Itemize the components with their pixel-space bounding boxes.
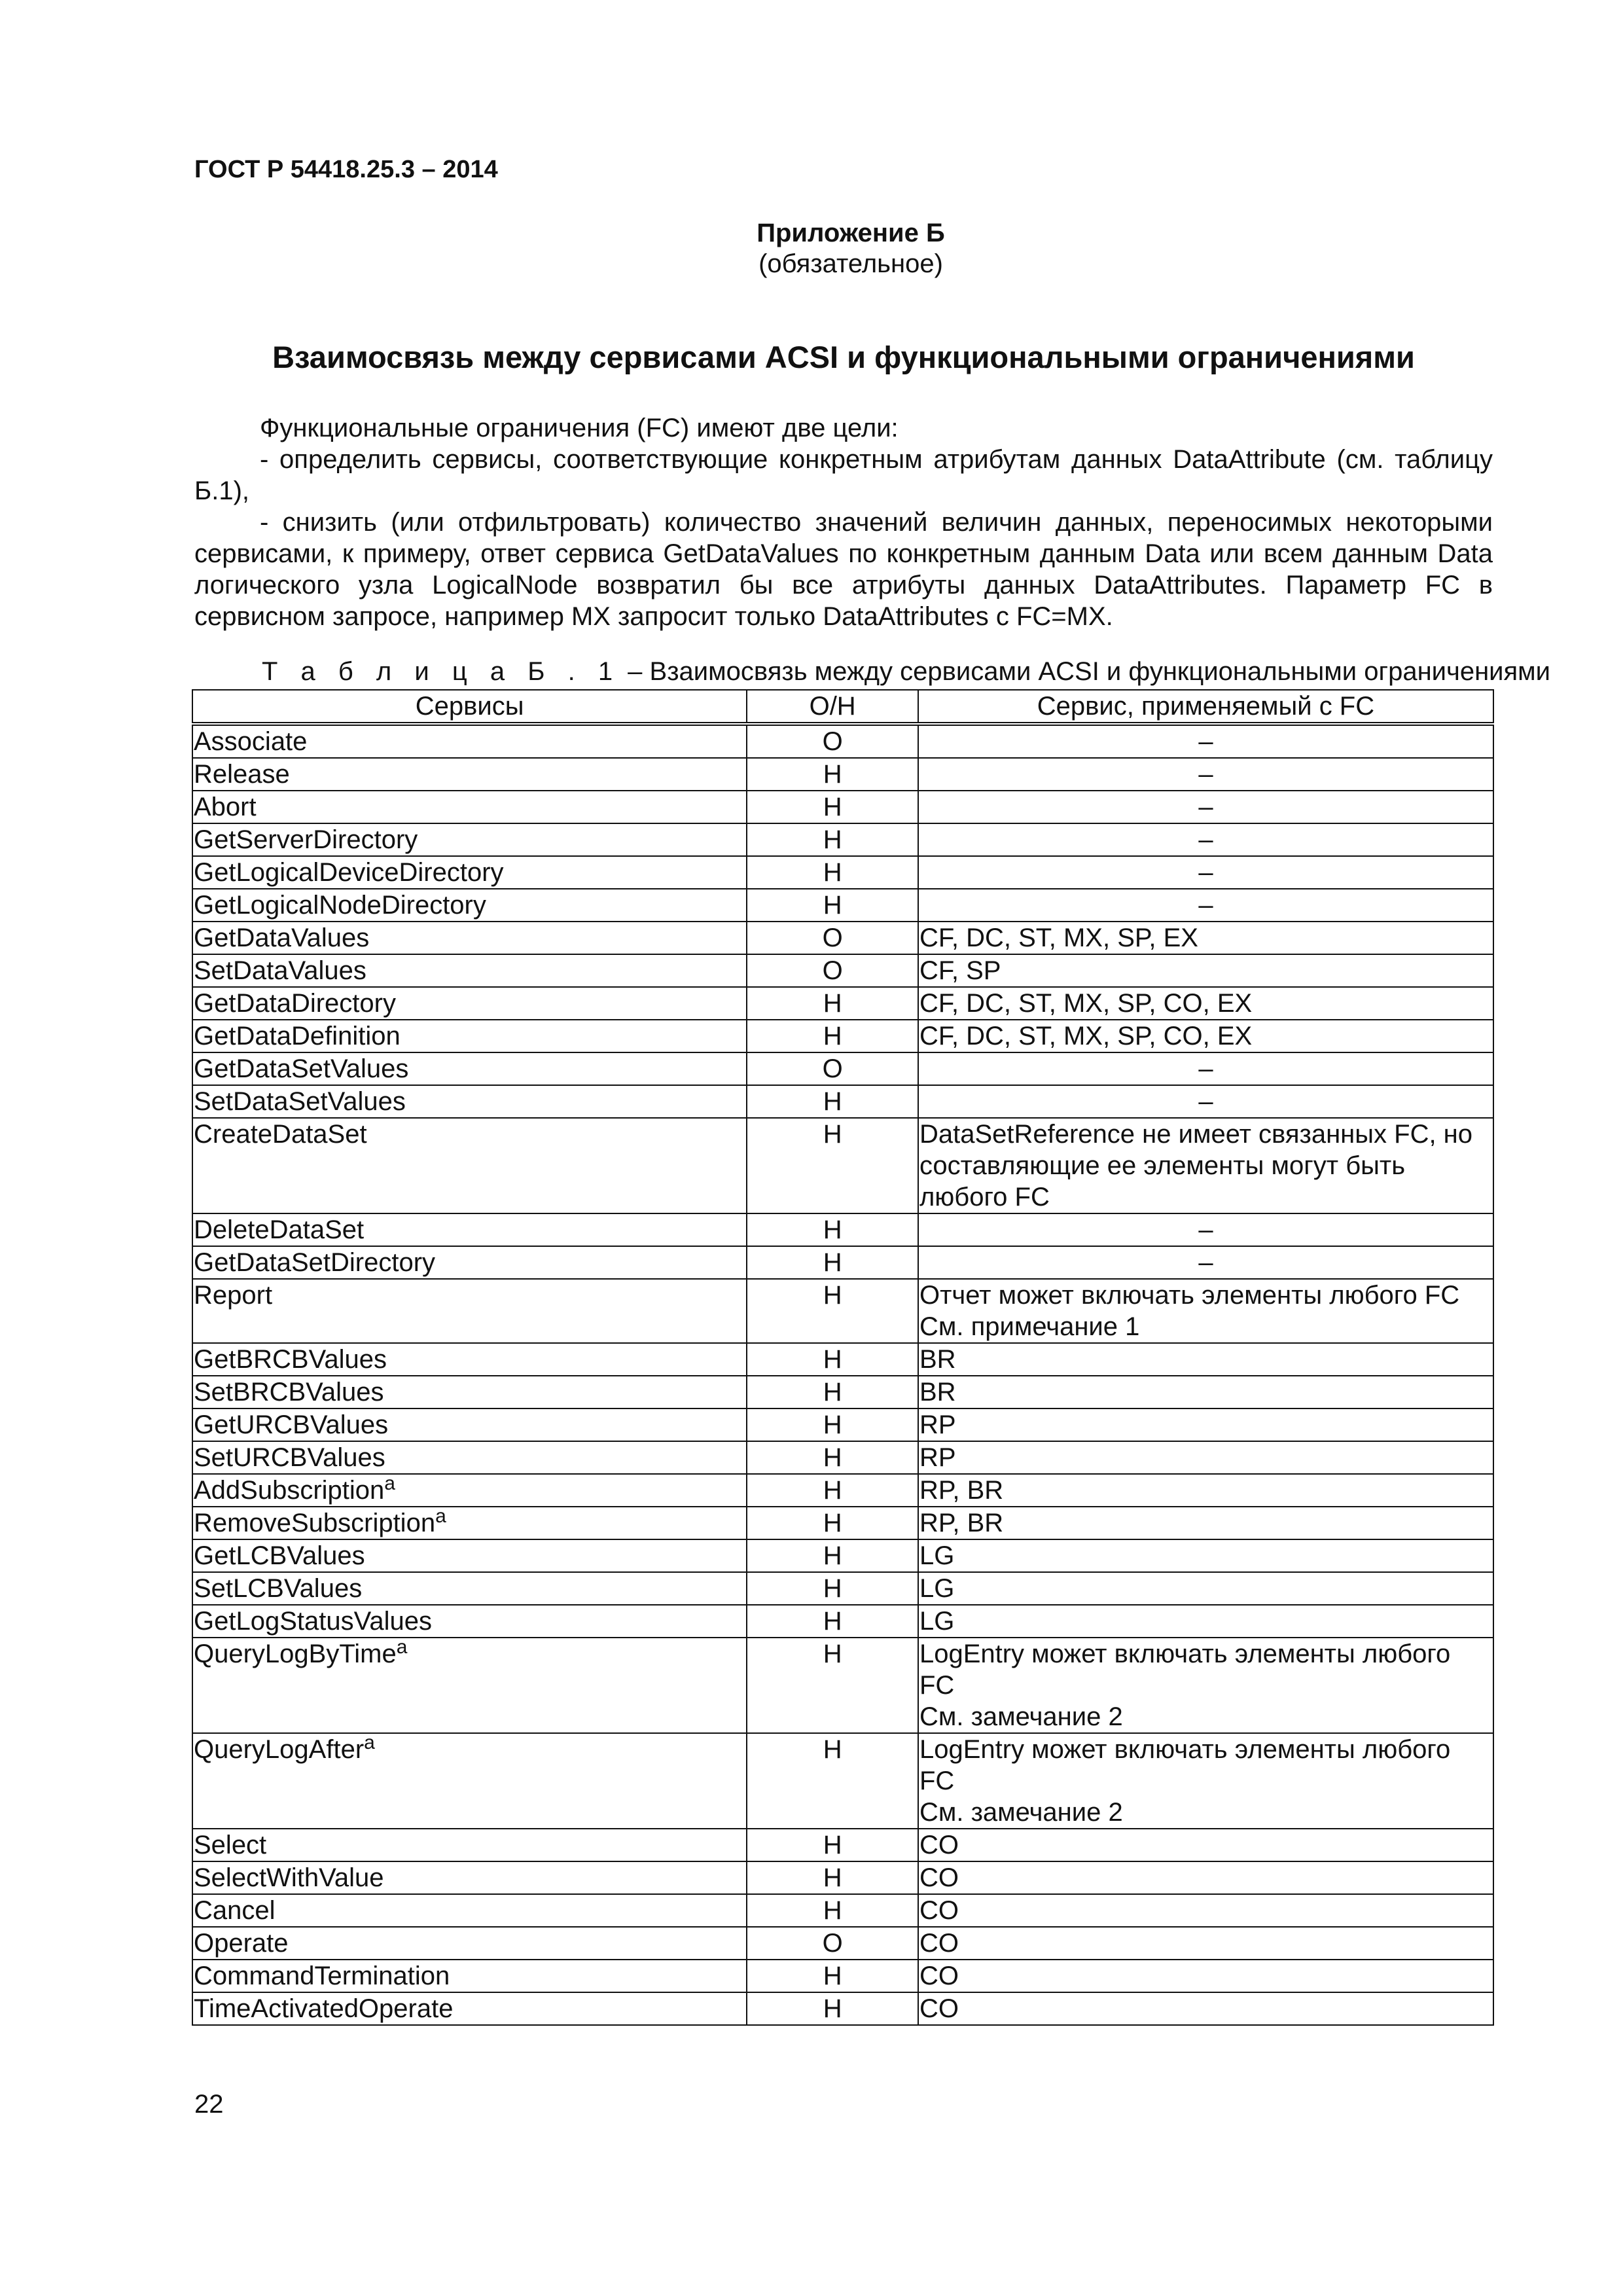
service-cell: [192, 1376, 747, 1408]
requirement-cell: Н: [747, 1507, 918, 1539]
service-name: Release: [194, 760, 290, 789]
table-row: [192, 823, 1493, 856]
service-cell: [192, 1020, 747, 1052]
table-row: [192, 1052, 1493, 1085]
table-row: [192, 856, 1493, 889]
service-name: GetDataDefinition: [194, 1022, 401, 1050]
service-cell: [192, 1894, 747, 1927]
footnote-mark: a: [384, 1473, 395, 1494]
table-row: [192, 1408, 1493, 1441]
service-cell: [192, 1960, 747, 1992]
table-row: [192, 1992, 1493, 2025]
fc-cell: –: [918, 724, 1493, 758]
table-row: [192, 1213, 1493, 1246]
service-name: GetLogicalDeviceDirectory: [194, 858, 504, 887]
requirement-cell: О: [747, 1927, 918, 1960]
fc-cell: CO: [918, 1861, 1493, 1894]
service-cell: [192, 1441, 747, 1474]
requirement-cell: О: [747, 954, 918, 987]
table-row: [192, 758, 1493, 791]
table-row: [192, 1927, 1493, 1960]
fc-cell: CO: [918, 1894, 1493, 1927]
requirement-cell: Н: [747, 1020, 918, 1052]
document-header: ГОСТ Р 54418.25.3 – 2014: [194, 156, 498, 183]
footnote-mark: a: [435, 1505, 446, 1527]
service-cell: [192, 1213, 747, 1246]
table-header-row: [192, 690, 1493, 724]
table-row: [192, 1960, 1493, 1992]
services-fc-table: [192, 689, 1494, 2026]
service-name: SetBRCBValues: [194, 1378, 384, 1407]
service-name: SetDataValues: [194, 956, 366, 985]
service-name: Associate: [194, 727, 308, 756]
fc-cell: –: [918, 856, 1493, 889]
service-name: QueryLogAfter: [194, 1735, 365, 1764]
service-cell: [192, 1052, 747, 1085]
paragraph: - определить сервисы, соответствующие конкретным атрибутам данных DataAttribute (см. таблицу Б.1),: [194, 445, 1493, 505]
service-cell: [192, 1539, 747, 1572]
paragraph: - снизить (или отфильтровать) количество значений величин данных, переносимых некоторыми сервисами, к примеру, ответ сервиса GetDataValues по конкретным данным Data или всем данным Data логического узла LogicalNode возвратил бы все атрибуты данных DataAttributes. Параметр FC в сервисном запросе, например MX запросит только DataAttributes с FC=MX.: [194, 508, 1493, 631]
table-row: [192, 724, 1493, 758]
requirement-cell: Н: [747, 1376, 918, 1408]
fc-cell: LG: [918, 1572, 1493, 1605]
appendix-subtitle: (обязательное): [758, 249, 943, 278]
table-row: [192, 1343, 1493, 1376]
service-cell: [192, 758, 747, 791]
requirement-cell: Н: [747, 1474, 918, 1507]
service-name: TimeActivatedOperate: [194, 1994, 454, 2023]
service-name: Abort: [194, 793, 257, 821]
requirement-cell: Н: [747, 1572, 918, 1605]
service-name: SetURCBValues: [194, 1443, 385, 1472]
table-row: [192, 1474, 1493, 1507]
footnote-mark: a: [396, 1636, 408, 1658]
requirement-cell: О: [747, 922, 918, 954]
footnote-mark: a: [364, 1732, 375, 1753]
requirement-cell: Н: [747, 1213, 918, 1246]
section-heading: Взаимосвязь между сервисами ACSI и функциональными ограничениями: [272, 340, 1415, 374]
fc-cell: –: [918, 1052, 1493, 1085]
requirement-cell: Н: [747, 1992, 918, 2025]
service-cell: [192, 1992, 747, 2025]
table-row: [192, 1733, 1493, 1829]
requirement-cell: Н: [747, 791, 918, 823]
table-row: [192, 1572, 1493, 1605]
table-row: [192, 1118, 1493, 1213]
requirement-cell: Н: [747, 1894, 918, 1927]
table-caption-text: – Взаимосвязь между сервисами ACSI и функциональными ограничениями: [620, 657, 1551, 686]
service-name: CreateDataSet: [194, 1120, 367, 1149]
requirement-cell: Н: [747, 1539, 918, 1572]
requirement-cell: Н: [747, 987, 918, 1020]
fc-cell: –: [918, 758, 1493, 791]
fc-cell: CF, DC, ST, MX, SP, CO, EX: [918, 987, 1493, 1020]
service-name: DeleteDataSet: [194, 1215, 365, 1244]
requirement-cell: Н: [747, 758, 918, 791]
service-cell: [192, 1605, 747, 1638]
fc-cell: CF, DC, ST, MX, SP, CO, EX: [918, 1020, 1493, 1052]
fc-cell: BR: [918, 1343, 1493, 1376]
requirement-cell: Н: [747, 889, 918, 922]
requirement-cell: Н: [747, 1343, 918, 1376]
service-name: GetDataSetValues: [194, 1054, 409, 1083]
table-row: [192, 1376, 1493, 1408]
requirement-cell: Н: [747, 1829, 918, 1861]
service-cell: [192, 922, 747, 954]
table-row: [192, 1020, 1493, 1052]
fc-cell: CO: [918, 1829, 1493, 1861]
service-cell: [192, 1279, 747, 1343]
fc-cell: LG: [918, 1539, 1493, 1572]
requirement-cell: Н: [747, 1960, 918, 1992]
table-row: [192, 1441, 1493, 1474]
paragraph: Функциональные ограничения (FC) имеют две цели:: [260, 414, 899, 442]
requirement-cell: Н: [747, 1085, 918, 1118]
body-text: [194, 412, 1493, 632]
fc-cell: BR: [918, 1376, 1493, 1408]
service-name: Select: [194, 1831, 267, 1859]
fc-cell: DataSetReference не имеет связанных FC, но составляющие ее элементы могут быть любого FC: [918, 1118, 1493, 1213]
table-row: [192, 1605, 1493, 1638]
requirement-cell: О: [747, 1052, 918, 1085]
service-name: GetLCBValues: [194, 1541, 365, 1570]
service-cell: [192, 1408, 747, 1441]
service-name: SetLCBValues: [194, 1574, 363, 1603]
requirement-cell: О: [747, 724, 918, 758]
table-row: [192, 1246, 1493, 1279]
fc-cell: CF, DC, ST, MX, SP, EX: [918, 922, 1493, 954]
service-name: GetDataSetDirectory: [194, 1248, 436, 1277]
table-caption: [262, 657, 1550, 687]
service-cell: [192, 954, 747, 987]
service-name: RemoveSubscription: [194, 1509, 436, 1537]
service-name: CommandTermination: [194, 1962, 450, 1990]
service-cell: [192, 1861, 747, 1894]
service-name: Report: [194, 1281, 273, 1310]
service-cell: [192, 1246, 747, 1279]
column-header-services: Сервисы: [192, 690, 747, 724]
service-cell: [192, 889, 747, 922]
service-name: QueryLogByTime: [194, 1640, 397, 1668]
table-row: [192, 1894, 1493, 1927]
requirement-cell: Н: [747, 856, 918, 889]
page-number: 22: [194, 2090, 224, 2119]
fc-cell: –: [918, 791, 1493, 823]
table-row: [192, 791, 1493, 823]
requirement-cell: Н: [747, 823, 918, 856]
service-name: GetLogicalNodeDirectory: [194, 891, 486, 920]
table-row: [192, 1507, 1493, 1539]
requirement-cell: Н: [747, 1118, 918, 1213]
fc-cell: –: [918, 823, 1493, 856]
service-name: GetBRCBValues: [194, 1345, 387, 1374]
table-row: [192, 1539, 1493, 1572]
service-cell: [192, 1474, 747, 1507]
service-name: GetDataDirectory: [194, 989, 396, 1018]
fc-cell: –: [918, 1246, 1493, 1279]
service-name: SetDataSetValues: [194, 1087, 406, 1116]
service-cell: [192, 1507, 747, 1539]
table-row: [192, 889, 1493, 922]
table-caption-label: Т а б л и ц а Б . 1: [262, 657, 621, 686]
fc-cell: CO: [918, 1927, 1493, 1960]
service-cell: [192, 1085, 747, 1118]
requirement-cell: Н: [747, 1441, 918, 1474]
appendix-title: Приложение Б: [757, 219, 945, 247]
column-header-fc: Сервис, применяемый с FC: [918, 690, 1493, 724]
service-name: AddSubscription: [194, 1476, 385, 1505]
service-cell: [192, 987, 747, 1020]
service-name: Cancel: [194, 1896, 276, 1925]
service-cell: [192, 1343, 747, 1376]
fc-cell: CF, SP: [918, 954, 1493, 987]
fc-cell: LG: [918, 1605, 1493, 1638]
service-cell: [192, 791, 747, 823]
fc-cell: –: [918, 889, 1493, 922]
fc-cell: RP: [918, 1441, 1493, 1474]
fc-cell: RP: [918, 1408, 1493, 1441]
service-cell: [192, 724, 747, 758]
table-row: [192, 1638, 1493, 1733]
requirement-cell: Н: [747, 1605, 918, 1638]
service-name: GetLogStatusValues: [194, 1607, 432, 1636]
requirement-cell: Н: [747, 1638, 918, 1733]
service-cell: [192, 1927, 747, 1960]
fc-cell: CO: [918, 1992, 1493, 2025]
table-body: [192, 724, 1493, 2025]
fc-cell: –: [918, 1085, 1493, 1118]
service-cell: [192, 1118, 747, 1213]
table-row: [192, 1085, 1493, 1118]
column-header-req: О/Н: [747, 690, 918, 724]
service-name: Operate: [194, 1929, 289, 1958]
service-cell: [192, 823, 747, 856]
fc-cell: RP, BR: [918, 1474, 1493, 1507]
service-name: GetDataValues: [194, 924, 370, 952]
service-name: GetServerDirectory: [194, 825, 418, 854]
service-cell: [192, 856, 747, 889]
service-name: SelectWithValue: [194, 1863, 384, 1892]
fc-cell: –: [918, 1213, 1493, 1246]
requirement-cell: Н: [747, 1733, 918, 1829]
table-row: [192, 1829, 1493, 1861]
table-row: [192, 987, 1493, 1020]
requirement-cell: Н: [747, 1408, 918, 1441]
table-row: [192, 1279, 1493, 1343]
service-cell: [192, 1733, 747, 1829]
fc-cell: LogEntry может включать элементы любого FC См. замечание 2: [918, 1733, 1493, 1829]
fc-cell: CO: [918, 1960, 1493, 1992]
service-cell: [192, 1829, 747, 1861]
table-row: [192, 1861, 1493, 1894]
requirement-cell: Н: [747, 1279, 918, 1343]
service-name: GetURCBValues: [194, 1410, 389, 1439]
fc-cell: LogEntry может включать элементы любого FC См. замечание 2: [918, 1638, 1493, 1733]
service-cell: [192, 1572, 747, 1605]
requirement-cell: Н: [747, 1861, 918, 1894]
requirement-cell: Н: [747, 1246, 918, 1279]
fc-cell: RP, BR: [918, 1507, 1493, 1539]
table-row: [192, 954, 1493, 987]
service-cell: [192, 1638, 747, 1733]
table-row: [192, 922, 1493, 954]
fc-cell: Отчет может включать элементы любого FC См. примечание 1: [918, 1279, 1493, 1343]
